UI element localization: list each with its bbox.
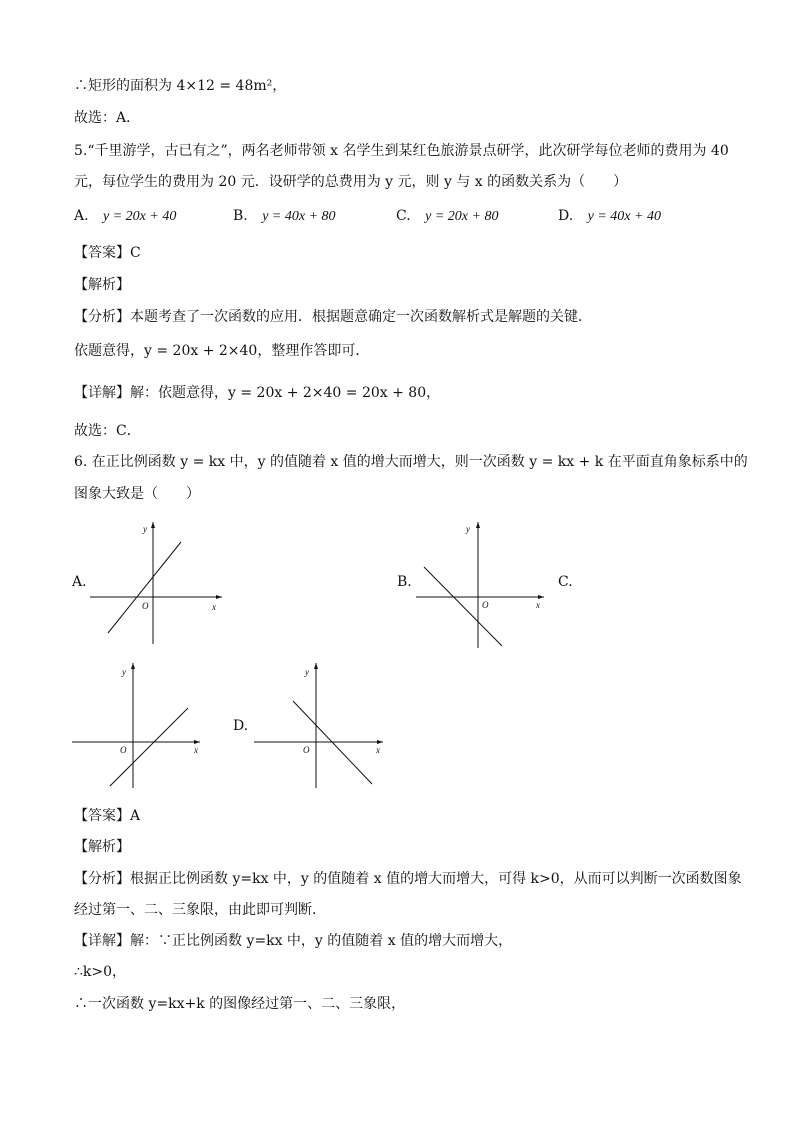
analysis-6-line-2: 经过第一、二、三象限，由此即可判断． (74, 902, 326, 918)
choice-c-conclusion: 故选：C． (74, 423, 141, 439)
graph-a-y-label: y (143, 524, 147, 534)
graph-a-origin: O (142, 601, 149, 611)
answer-6: 【答案】A (74, 808, 141, 824)
setup-5: 依题意得，y = 20x + 2×40，整理作答即可． (74, 343, 370, 359)
q5-option-c-label: C. (396, 208, 411, 224)
question-5-line-2: 元，每位学生的费用为 20 元．设研学的总费用为 y 元，则 y 与 x 的函数关系为（ ） (74, 174, 628, 190)
q5-option-b-expr: y = 40x + 80 (262, 209, 336, 224)
q5-option-b-label: B. (233, 208, 248, 224)
area-conclusion: ∴矩形的面积为 4×12 = 48m²， (74, 78, 287, 94)
detail-5: 【详解】解：依题意得，y = 20x + 2×40 = 20x + 80， (74, 385, 441, 401)
graph-b-origin: O (482, 600, 489, 610)
graph-label-a: A. (72, 574, 87, 590)
analysis-heading-5: 【解析】 (74, 277, 130, 293)
question-5-line-1: 5.“千里游学，古已有之”，两名老师带领 x 名学生到某红色旅游景点研学，此次研学每位老师的费用为 40 (74, 143, 729, 159)
graph-c-x-label: x (194, 745, 198, 755)
q5-option-c-expr: y = 20x + 80 (425, 209, 499, 224)
graph-d-y-label: y (305, 667, 309, 677)
q5-option-d-expr: y = 40x + 40 (587, 209, 661, 224)
graph-b (412, 520, 547, 650)
detail-6: 【详解】解：∵正比例函数 y=kx 中，y 的值随着 x 值的增大而增大， (74, 933, 513, 949)
analysis-5: 【分析】本题考查了一次函数的应用．根据题意确定一次函数解析式是解题的关键． (74, 309, 592, 325)
q5-option-a-expr: y = 20x + 40 (103, 209, 177, 224)
graph-c (70, 660, 205, 790)
quadrant-conclusion: ∴一次函数 y=kx+k 的图像经过第一、二、三象限， (74, 996, 406, 1012)
graph-label-b: B. (397, 574, 412, 590)
analysis-6-line-1: 【分析】根据正比例函数 y=kx 中，y 的值随着 x 值的增大而增大，可得 k>0，从而可以判断一次函数图象 (74, 871, 742, 887)
q5-option-d-label: D. (558, 208, 574, 224)
answer-5: 【答案】C (74, 245, 141, 261)
graph-a-x-label: x (212, 602, 216, 612)
choice-a-conclusion: 故选：A． (74, 110, 141, 126)
graph-d-x-label: x (376, 745, 380, 755)
graph-b-y-label: y (466, 524, 470, 534)
graph-a (90, 520, 225, 645)
graph-c-origin: O (120, 745, 127, 755)
analysis-heading-6: 【解析】 (74, 839, 130, 855)
graph-label-c: C. (558, 574, 573, 590)
graph-c-y-label: y (122, 667, 126, 677)
graph-label-d: D. (233, 718, 249, 734)
graph-d (252, 660, 387, 790)
k-positive: ∴k>0， (74, 964, 127, 980)
q5-option-c (396, 206, 498, 227)
graph-b-x-label: x (536, 600, 540, 610)
q5-option-a (74, 206, 176, 227)
question-6-line-1: 6. 在正比例函数 y = kx 中，y 的值随着 x 值的增大而增大，则一次函数 y = kx + k 在平面直角象标系中的 (74, 454, 748, 470)
question-6-line-2: 图象大致是（ ） (74, 486, 200, 502)
q5-option-b (233, 206, 336, 227)
graph-d-origin: O (303, 745, 310, 755)
q5-option-a-label: A. (74, 208, 89, 224)
q5-option-d (558, 206, 661, 227)
